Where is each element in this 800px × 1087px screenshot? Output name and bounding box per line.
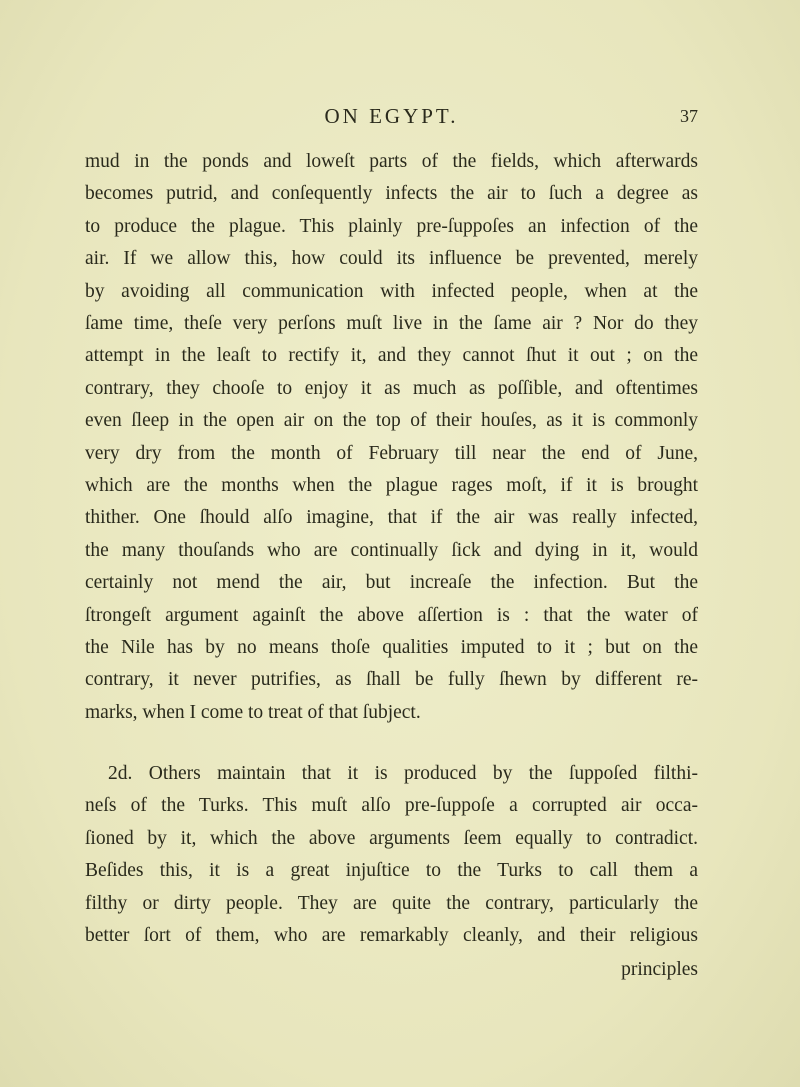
text-line: ſioned by it, which the above arguments ſeem equally to contradict.	[85, 827, 698, 849]
text-line: 2d. Others maintain that it is produced by the ſuppoſed filthi-	[108, 763, 698, 784]
text-line: the many thouſands who are continually ſick and dying in it, would	[85, 539, 698, 561]
text-line: ſtrongeſt argument againſt the above aſſertion is : that the water of	[85, 604, 698, 626]
running-title: ON EGYPT.	[324, 104, 459, 128]
text-line: which are the months when the plague rages moſt, if it is brought	[85, 475, 698, 496]
text-line: contrary, it never putrifies, as ſhall be fully ſhewn by different re-	[85, 669, 698, 691]
text-line: filthy or dirty people. They are quite the contrary, particularly the	[85, 892, 698, 914]
text-line: contrary, they chooſe to enjoy it as much as poſſible, and oftentimes	[85, 377, 698, 399]
text-line: to produce the plague. This plainly pre-ſuppoſes an infection of the	[85, 215, 698, 237]
text-line: air. If we allow this, how could its influence be prevented, merely	[85, 248, 698, 270]
text-line: becomes putrid, and conſequently infects the air to ſuch a degree as	[85, 183, 698, 205]
text-line: very dry from the month of February till near the end of June,	[85, 442, 698, 464]
text-line: mud in the ponds and loweſt parts of the fields, which afterwards	[85, 151, 698, 172]
text-line: ſame time, theſe very perſons muſt live in the ſame air ? Nor do they	[85, 313, 698, 334]
page-number: 37	[680, 106, 698, 126]
text-line: the Nile has by no means thoſe qualities imputed to it ; but on the	[85, 637, 698, 658]
text-line: attempt in the leaſt to rectify it, and they cannot ſhut it out ; on the	[85, 345, 698, 367]
text-line: even ſleep in the open air on the top of their houſes, as it is commonly	[85, 410, 698, 432]
text-line: Beſides this, it is a great injuſtice to the Turks to call them a	[85, 860, 698, 882]
catchword: principles	[621, 959, 698, 980]
text-line: certainly not mend the air, but increaſe the infection. But the	[85, 572, 698, 594]
text-line: marks, when I come to treat of that ſubject.	[85, 701, 421, 723]
text-line: thither. One ſhould alſo imagine, that if the air was really infected,	[85, 507, 698, 529]
text-line: by avoiding all communication with infected people, when at the	[85, 280, 698, 302]
text-line: better ſort of them, who are remarkably cleanly, and their religious	[85, 925, 698, 946]
page-header	[85, 104, 698, 134]
text-line: neſs of the Turks. This muſt alſo pre-ſuppoſe a corrupted air occa-	[85, 795, 698, 817]
